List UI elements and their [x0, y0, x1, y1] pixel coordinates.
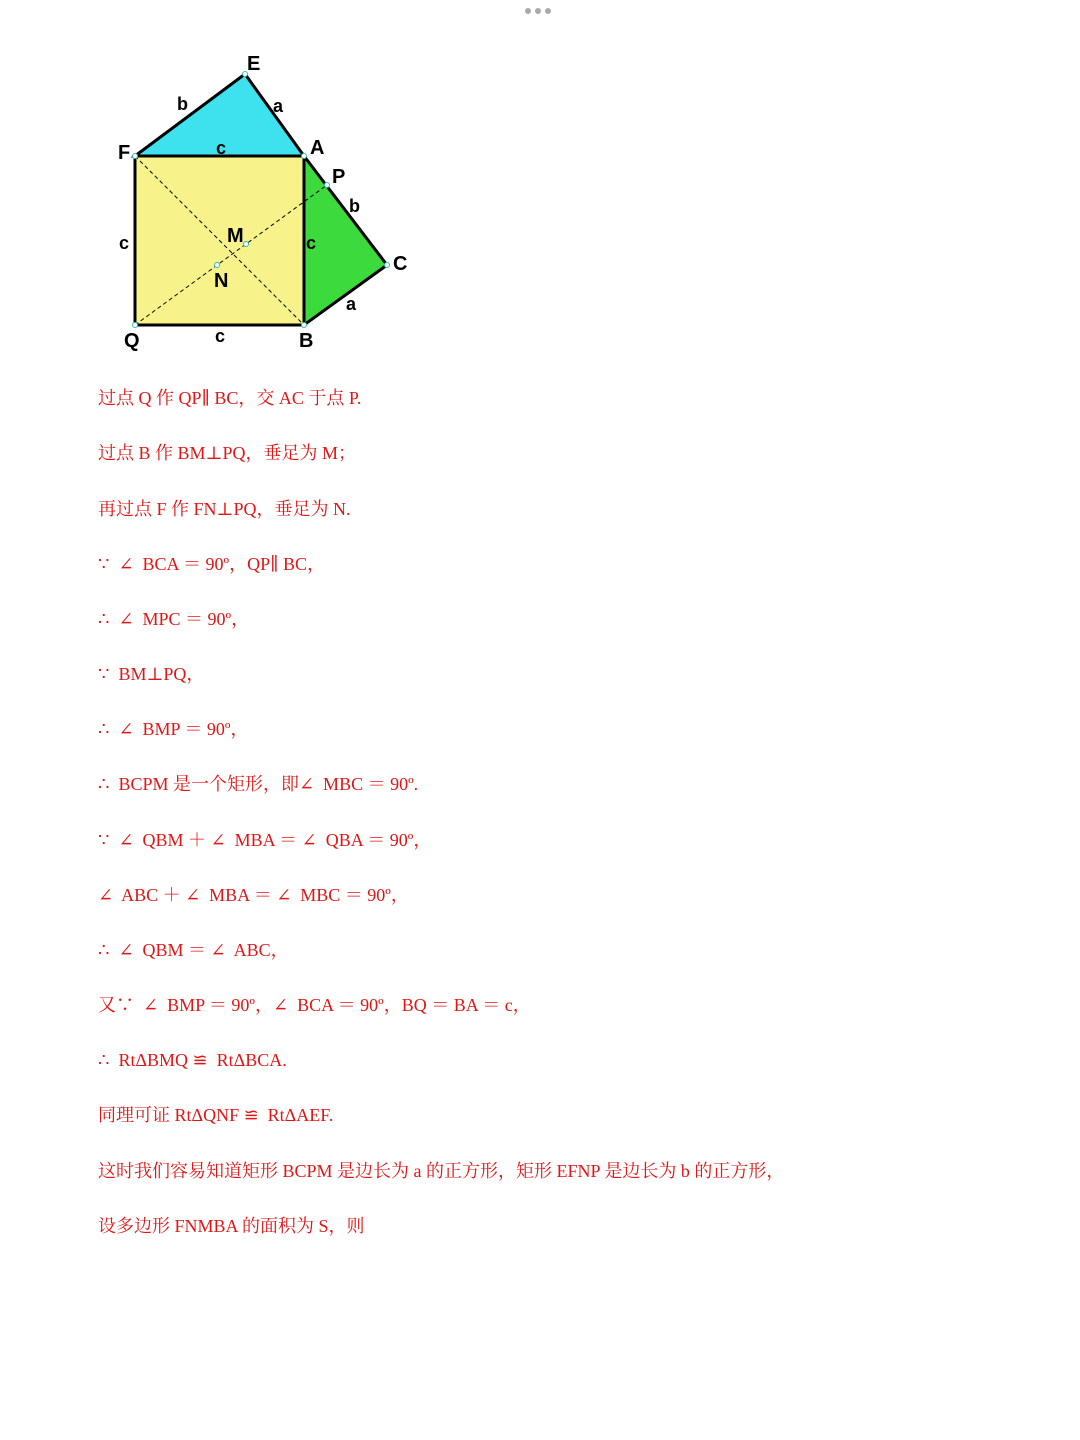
label-p: P	[332, 166, 346, 188]
text-line: ∴ ∠ QBM ＝ ∠ ABC，	[98, 940, 289, 960]
point-m	[244, 242, 249, 247]
label-q: Q	[124, 330, 140, 352]
point-q	[133, 323, 138, 328]
label-b: B	[299, 330, 314, 352]
text-line: 过点 Q 作 QP∥ BC，交 AC 于点 P.	[98, 388, 362, 408]
side-label-fe: b	[177, 94, 188, 114]
text-line: 又∵ ∠ BMP ＝ 90º，∠ BCA ＝ 90º，BQ ＝ BA ＝ c，	[98, 995, 531, 1015]
side-label-ea: a	[273, 96, 284, 116]
point-p	[325, 183, 330, 188]
label-c: C	[393, 253, 408, 275]
side-label-cb: a	[346, 294, 357, 314]
side-label-pc: b	[349, 196, 360, 216]
text-line: ∵ ∠ BCA ＝ 90º，QP∥ BC，	[98, 554, 325, 574]
text-line: ∴ ∠ BMP ＝ 90º，	[98, 719, 249, 739]
side-label-ab: c	[306, 233, 317, 253]
text-line: 过点 B 作 BM⊥PQ，垂足为 M；	[98, 443, 356, 463]
point-n	[215, 263, 220, 268]
side-label-qb: c	[215, 326, 226, 346]
side-label-fa: c	[216, 138, 227, 158]
more-options-icon[interactable]	[525, 8, 555, 18]
side-label-fq: c	[119, 233, 130, 253]
geometry-figure	[110, 45, 420, 355]
text-line: ∴ RtΔBMQ ≌ RtΔBCA.	[98, 1050, 287, 1070]
point-a	[302, 154, 307, 159]
label-n: N	[214, 270, 229, 292]
point-c	[385, 263, 390, 268]
point-f	[133, 154, 138, 159]
label-a: A	[310, 137, 325, 159]
text-line: 设多边形 FNMBA 的面积为 S，则	[98, 1216, 365, 1236]
text-line: ∴ BCPM 是一个矩形，即∠ MBC ＝ 90º.	[98, 774, 419, 794]
text-line: 这时我们容易知道矩形 BCPM 是边长为 a 的正方形，矩形 EFNP 是边长为 b 的正方形，	[98, 1161, 785, 1181]
label-m: M	[227, 225, 244, 247]
text-line: ∵ ∠ QBM ＋ ∠ MBA ＝ ∠ QBA ＝ 90º，	[98, 830, 432, 850]
label-e: E	[247, 53, 261, 75]
text-line: ∠ ABC ＋ ∠ MBA ＝ ∠ MBC ＝ 90º，	[98, 885, 409, 905]
text-line: 同理可证 RtΔQNF ≌ RtΔAEF.	[98, 1105, 334, 1125]
text-line: ∴ ∠ MPC ＝ 90º，	[98, 609, 250, 629]
geometry-svg	[110, 45, 420, 355]
text-line: 再过点 F 作 FN⊥PQ，垂足为 N.	[98, 499, 351, 519]
label-f: F	[118, 142, 131, 164]
point-b	[302, 323, 307, 328]
text-line: ∵ BM⊥PQ，	[98, 664, 205, 684]
